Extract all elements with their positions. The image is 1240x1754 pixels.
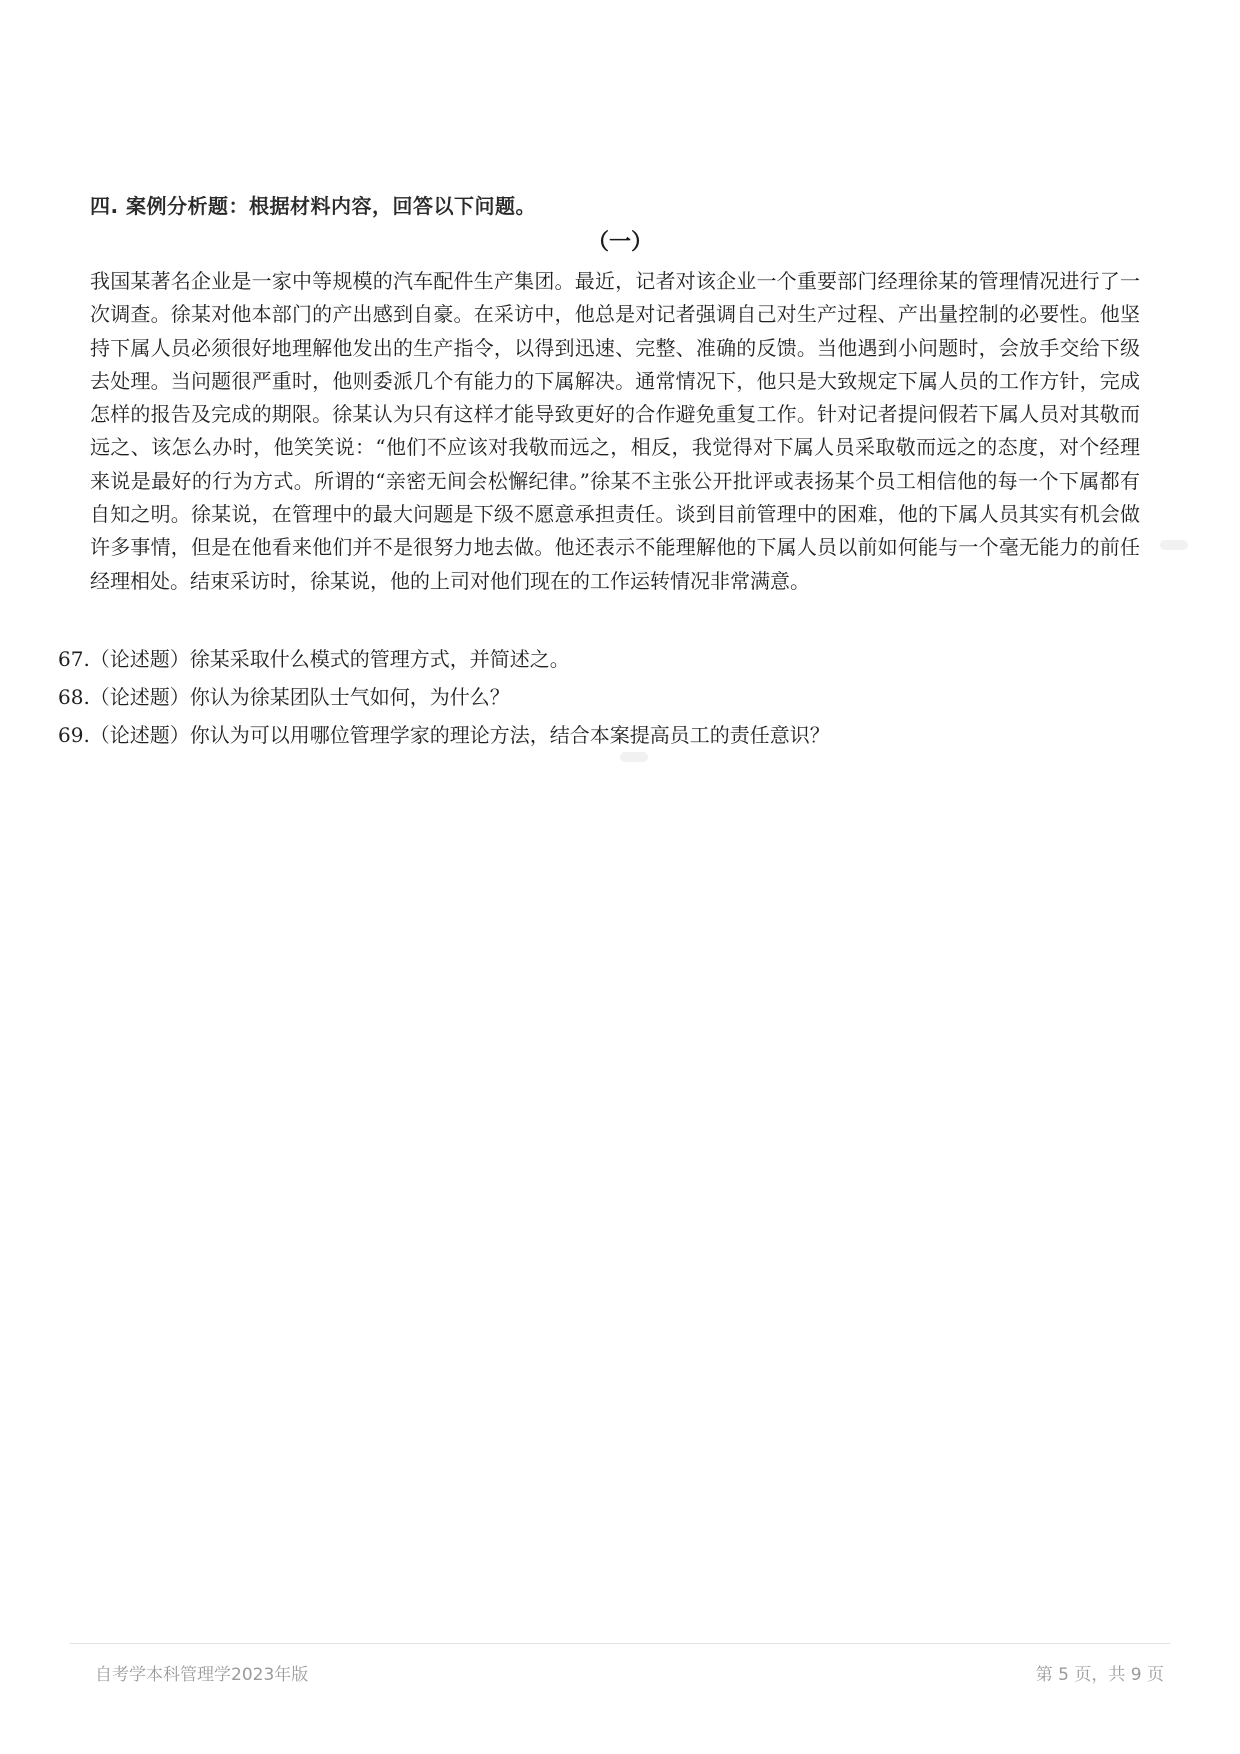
question-69: 69.（论述题）你认为可以用哪位管理学家的理论方法，结合本案提高员工的责任意识？ bbox=[58, 723, 830, 747]
case-number: （一） bbox=[586, 230, 653, 255]
scan-artifact bbox=[1160, 540, 1188, 550]
footer-page-number: 第 5 页，共 9 页 bbox=[1035, 1665, 1164, 1685]
footer-divider bbox=[70, 1643, 1170, 1644]
case-paragraph: 我国某著名企业是一家中等规模的汽车配件生产集团。最近，记者对该企业一个重要部门经理徐某的管理情况进行了一次调查。徐某对他本部门的产出感到自豪。在采访中，他总是对记者强调自己对生产过程、产出量控制的必要性。他坚持下属人员必须很好地理解他发出的生产指令，以得到迅速、完整、准确的反馈。当他遇到小问题时，会放手交给下级去处理。当问题很严重时，他则委派几个有能力的下属解决。通常情况下，他只是大致规定下属人员的工作方针，完成怎样的报告及完成的期限。徐某认为只有这样才能导致更好的合作避免重复工作。针对记者提问假若下属人员对其敬而远之、该怎么办时，他笑笑说：“他们不应该对我敬而远之，相反，我觉得对下属人员采取敬而远之的态度，对个经理来说是最好的行为方式。所谓的“亲密无间会松懈纪律。”徐某不主张公开批评或表扬某个员工相信他的每一个下属都有自知之明。徐某说，在管理中的最大问题是下级不愿意承担责任。谈到目前管理中的困难，他的下属人员其实有机会做许多事情，但是在他看来他们并不是很努力地去做。他还表示不能理解他的下属人员以前如何能与一个毫无能力的前任经理相处。结束采访时，徐某说，他的上司对他们现在的工作运转情况非常满意。 bbox=[90, 269, 1140, 593]
scan-artifact bbox=[620, 752, 648, 762]
question-68: 68.（论述题）你认为徐某团队士气如何，为什么？ bbox=[58, 685, 510, 709]
question-list bbox=[58, 640, 1158, 754]
footer-source: 自考学本科管理学2023年版 bbox=[95, 1665, 309, 1685]
section-title: 四. 案例分析题：根据材料内容，回答以下问题。 bbox=[90, 194, 537, 218]
question-67: 67.（论述题）徐某采取什么模式的管理方式，并简述之。 bbox=[58, 647, 570, 671]
